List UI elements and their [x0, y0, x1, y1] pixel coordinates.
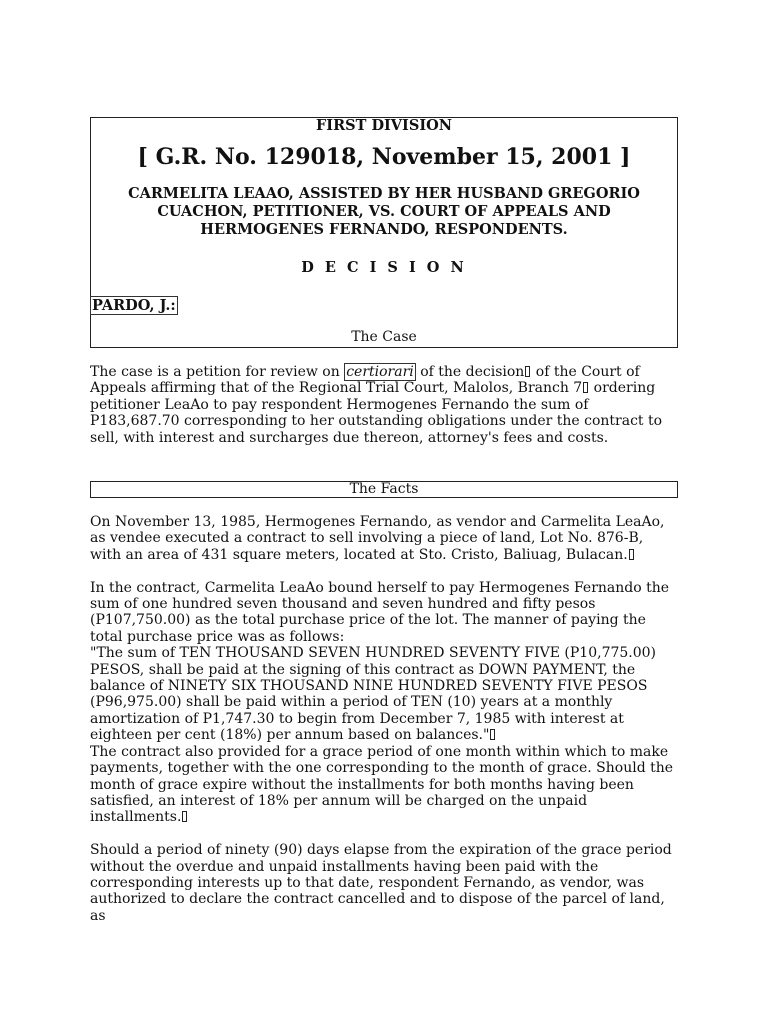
quote-text: "The sum of TEN THOUSAND SEVEN HUNDRED SEVENTY FIVE (P10,775.00) PESOS, shall be paid at the signing of this contract as DOWN PAYMENT, the balance of NINETY SIX THOUSAND NINE HUNDRED SEVENTY FIVE PESOS (P96,975.00) shall be paid within a period of TEN (10) years at a monthly amortization of P1,747.30 to begin from December 7, 1985 with interest at eighteen per cent (18%) per annum based on balances.": [90, 645, 657, 744]
case-text-1: The case is a petition for review on: [90, 364, 345, 380]
footnote-marker-icon[interactable]: [629, 549, 634, 560]
ponente-label: PARDO, J.:: [92, 297, 176, 314]
certiorari-link[interactable]: certiorari: [346, 364, 414, 380]
section-heading-the-case: The Case: [351, 329, 417, 345]
footnote-marker-icon[interactable]: [182, 811, 187, 822]
facts-text-1: On November 13, 1985, Hermogenes Fernando, as vendor and Carmelita LeaAo, as vendee executed a contract to sell involving a piece of land, Lot No. 876-B, with an area of 431 square meters, located at Sto. Cristo, Baliuag, Bulacan.: [90, 514, 665, 563]
case-text-4: ordering petitioner LeaAo to pay respondent Hermogenes Fernando the sum of P183,687.70 corresponding to her outstanding obligations under the contract to sell, with interest and surcharges due thereon, attorney's fees and costs.: [90, 380, 663, 446]
case-text-3: of the Court of Appeals affirming that of the Regional Trial Court, Malolos, Branch 7: [90, 364, 640, 397]
facts-paragraph-4: Should a period of ninety (90) days elapse from the expiration of the grace period without the overdue and unpaid installments having been paid with the corresponding interests up to that date, respondent Fernando, as vendor, was authorized to declare the contract cancelled and to dispose of the parcel of land, as: [90, 842, 672, 924]
contract-quote: [90, 645, 678, 743]
case-text-2: of the decision: [415, 364, 525, 380]
case-number-title: [ G.R. No. 129018, November 15, 2001 ]: [137, 144, 631, 170]
case-paragraph: [90, 364, 678, 446]
footnote-marker-icon[interactable]: [583, 382, 588, 393]
division-heading: FIRST DIVISION: [316, 117, 452, 134]
facts-paragraph-3: [90, 744, 678, 826]
section-heading-the-facts: The Facts: [90, 481, 678, 498]
case-parties: CARMELITA LEAAO, ASSISTED BY HER HUSBAND GREGORIO CUACHON, PETITIONER, VS. COURT OF APPEALS AND HERMOGENES FERNANDO, RESPONDENTS.: [128, 185, 640, 238]
facts-text-3: The contract also provided for a grace period of one month within which to make payments, together with the one corresponding to the month of grace. Should the month of grace expire without the installments for both months having been satisfied, an interest of 18% per annum will be charged on the unpaid installments.: [90, 743, 674, 826]
facts-paragraph-2: In the contract, Carmelita LeaAo bound herself to pay Hermogenes Fernando the sum of one hundred seven thousand and seven hundred and fifty pesos (P107,750.00) as the total purchase price of the lot. The manner of paying the total purchase price was as follows:: [90, 579, 670, 645]
document-page: [90, 117, 678, 924]
decision-heading: D E C I S I O N: [301, 259, 467, 276]
footnote-marker-icon[interactable]: [490, 729, 495, 740]
footnote-marker-icon[interactable]: [525, 366, 530, 377]
facts-paragraph-1: [90, 514, 678, 563]
case-header-box: [90, 117, 678, 348]
